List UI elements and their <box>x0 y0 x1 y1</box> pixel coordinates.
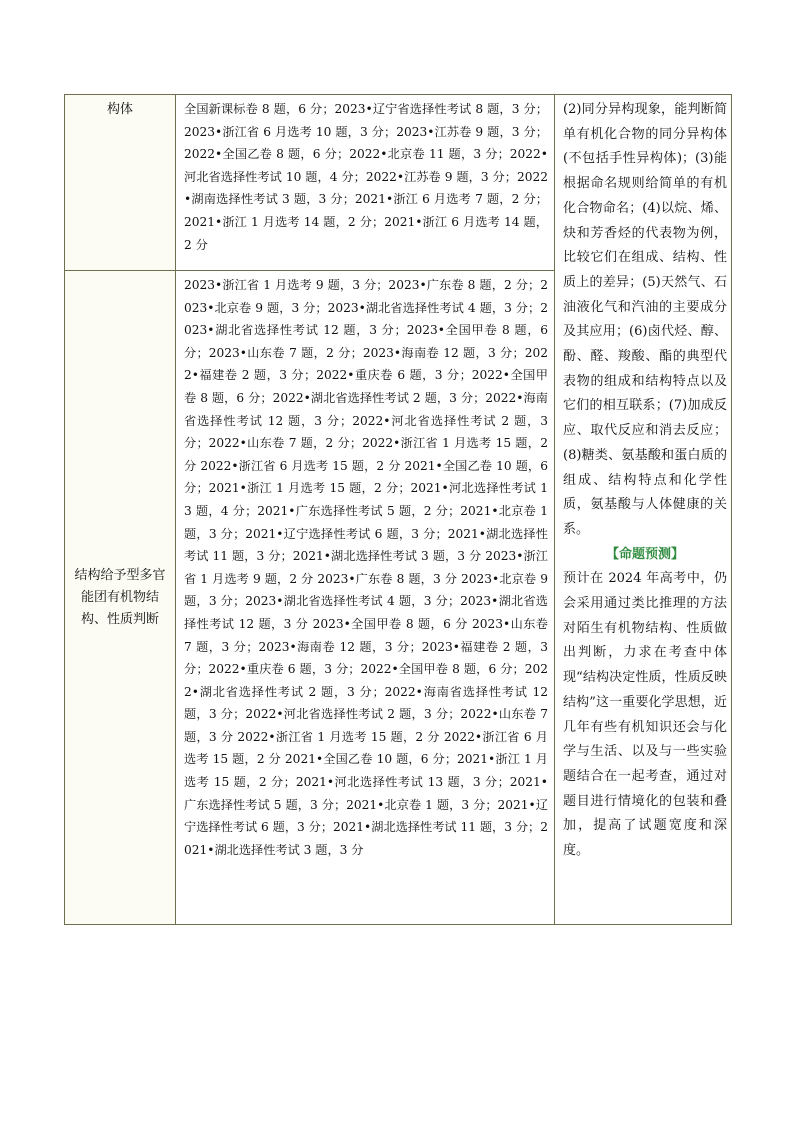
exam-list-text: 2023•浙江省 1 月选考 9 题，3 分；2023•广东卷 8 题，2 分；2023•北京卷 9 题，3 分；2023•湖北省选择性考试 4 题，3 分；2023•湖北省选择性考试 12 题，3 分；2023•全国甲卷 8 题，6 分；2023•山东卷 7 题，2 分；2023•海南卷 12 题，3 分；2022•福建卷 2 题，3 分；2022•重庆卷 6 题，3 分；2022•全国甲卷 8 题，6 分；2022•湖北省选择性考试 2 题，3 分；2022•海南省选择性考试 12 题，3 分；2022•河北省选择性考试 2 题，3 分；2022•山东卷 7 题，2 分；2022•浙江省 1 月选考 15 题，2 分 2022•浙江省 6 月选考 15 题，2 分 2021•全国乙卷 10 题，6 分；2021•浙江 1 月选考 15 题，2 分；2021•河北选择性考试 13 题，4 分；2021•广东选择性考试 5 题，2 分；2021•北京卷 1 题，3 分；2021•辽宁选择性考试 6 题，3 分；2021•湖北选择性考试 11 题，3 分；2021•湖北选择性考试 3 题，3 分 2023•浙江省 1 月选考 9 题，2 分 2023•广东卷 8 题，3 分 2023•北京卷 9 题，3 分；2023•湖北省选择性考试 4 题，3 分；2023•湖北省选择性考试 12 题，3 分 2023•全国甲卷 8 题，6 分 2023•山东卷 7 题，3 分；2023•海南卷 12 题，3 分；2023•福建卷 2 题，3 分；2022•重庆卷 6 题，3 分；2022•全国甲卷 8 题，6 分；2022•湖北省选择性考试 2 题，3 分；2022•海南省选择性考试 12 题，3 分；2022•河北省选择性考试 2 题，3 分；2022•山东卷 7 题，3 分 2022•浙江省 1 月选考 15 题，2 分 2022•浙江省 6 月选考 15 题，2 分 2021•全国乙卷 10 题，6 分；2021•浙江 1 月选考 15 题，2 分；2021•河北选择性考试 13 题，3 分；2021•广东选择性考试 5 题，3 分；2021•北京卷 1 题，3 分；2021•辽宁选择性考试 6 题，3 分；2021•湖北选择性考试 11 题，3 分；2021•湖北选择性考试 3 题，3 分 <box>184 278 548 857</box>
requirements-text: (2)同分异构现象，能判断简单有机化合物的同分异构体(不包括手性异构体)；(3)能根据命名规则给简单的有机化合物命名；(4)以烷、烯、炔和芳香烃的代表物为例，比较它们在组成、结构、性质上的差异；(5)天然气、石油液化气和汽油的主要成分及其应用；(6)卤代烃、醇、酚、醛、羧酸、酯的典型代表物的组成和结构特点以及它们的相互联系；(7)加成反应、取代反应和消去反应；(8)糖类、氨基酸和蛋白质的组成、结构特点和化学性质，氨基酸与人体健康的关系。 <box>563 102 727 537</box>
row-label: 构体 <box>106 102 133 117</box>
exam-list-cell <box>176 95 555 271</box>
forecast-heading: 【命题预测】 <box>605 546 684 562</box>
side-notes-cell <box>555 95 732 925</box>
row-label: 结构给予型多官能团有机物结构、性质判断 <box>74 567 166 627</box>
row-label-cell <box>65 271 176 925</box>
forecast-text: 预计在 2024 年高考中，仍会采用通过类比推理的方法对陌生有机物结构、性质做出判断，力求在考查中体现“结构决定性质，性质反映结构”这一重要化学思想，近几年有些有机知识还会与化学与生活、以及与一些实验题结合在一起考查，通过对题目进行情境化的包装和叠加，提高了试题宽度和深度。 <box>563 571 727 859</box>
side-notes <box>555 95 731 864</box>
table-row <box>65 95 732 271</box>
row-label-cell <box>65 95 176 271</box>
exam-analysis-table <box>64 94 732 925</box>
exam-list-cell <box>176 271 555 925</box>
exam-list-text: 全国新课标卷 8 题，6 分；2023•辽宁省选择性考试 8 题，3 分；2023•浙江省 6 月选考 10 题，3 分；2023•江苏卷 9 题，3 分；2022•全国乙卷 8 题，6 分；2022•北京卷 11 题，3 分；2022•河北省选择性考试 10 题，4 分；2022•江苏卷 9 题，3 分；2022•湖南选择性考试 3 题，3 分；2021•浙江 6 月选考 7 题，2 分；2021•浙江 1 月选考 14 题，2 分；2021•浙江 6 月选考 14 题，2 分 <box>184 102 548 252</box>
